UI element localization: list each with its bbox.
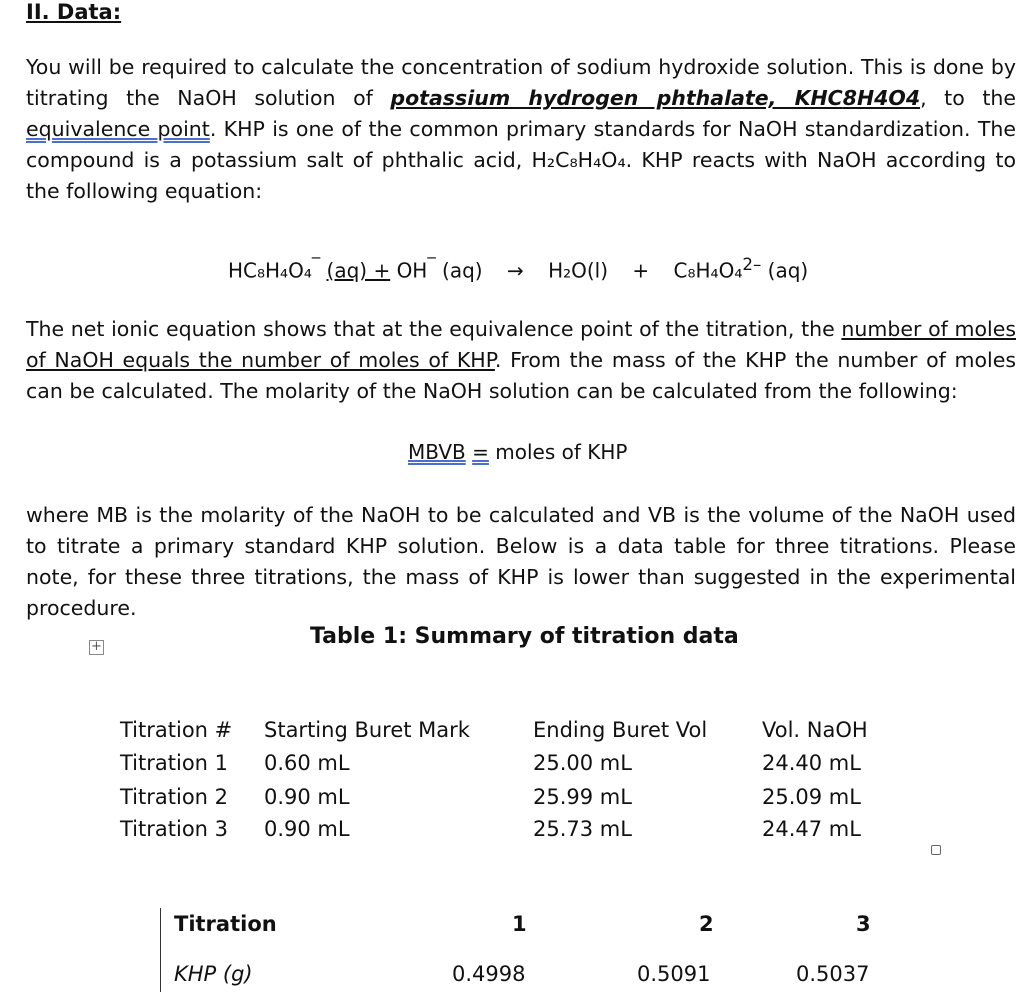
table2-cell: 0.5037 <box>796 962 870 986</box>
table2-left-border <box>160 908 161 992</box>
table1-header-start: Starting Buret Mark <box>264 718 470 742</box>
molarity-formula: MBVB = moles of KHP <box>408 440 628 464</box>
table1-header-vol: Vol. NaOH <box>762 718 868 742</box>
table2-header-label: Titration <box>174 912 277 936</box>
resize-handle-icon[interactable] <box>931 845 941 855</box>
move-handle-icon[interactable]: + <box>89 640 104 655</box>
table-row: Titration 1 <box>120 751 229 775</box>
table-cell: 25.99 mL <box>533 785 632 809</box>
table2-cell: 0.4998 <box>452 962 526 986</box>
table2-col-3: 3 <box>856 912 871 936</box>
table-cell: 0.90 mL <box>264 817 350 841</box>
table2-col-2: 2 <box>699 912 714 936</box>
table-cell: 25.73 mL <box>533 817 632 841</box>
table1-header-end: Ending Buret Vol <box>533 718 708 742</box>
table2-col-1: 1 <box>512 912 527 936</box>
table2-cell: 0.5091 <box>637 962 711 986</box>
table-cell: 25.09 mL <box>762 785 861 809</box>
table-cell: 0.90 mL <box>264 785 350 809</box>
formula-lhs: MBVB <box>408 440 466 464</box>
section-title: II. Data: <box>26 0 122 24</box>
khp-name: potassium hydrogen phthalate, KHC8H4O4 <box>390 86 921 110</box>
equivalence-point-link: equivalence point <box>26 117 210 141</box>
intro-paragraph: You will be required to calculate the concentration of sodium hydroxide solution. This is done by titrating the NaOH solution of potassium hydrogen phthalate, KHC8H4O4, to the equivalence point. KHP is one of the common primary standards for NaOH standardization. The compound is a potassium salt of phthalic acid, H₂C₈H₄O₄. KHP reacts with NaOH according to the following equation: <box>26 55 1016 203</box>
table-row: Titration 2 <box>120 785 229 809</box>
moles-equal-underline: number of moles of NaOH equals the number of moles of KHP <box>26 317 1016 372</box>
table1-header-titration: Titration # <box>120 718 233 742</box>
net-ionic-paragraph: The net ionic equation shows that at the equivalence point of the titration, the number of moles of NaOH equals the number of moles of KHP. From the mass of the KHP the number of moles can be calculated. The molarity of the NaOH solution can be calculated from the following: <box>26 317 1017 403</box>
definition-paragraph: where MB is the molarity of the NaOH to be calculated and VB is the volume of the NaOH used to titrate a primary standard KHP solution. Below is a data table for three titrations. Please note, for these three titrations, the mass of KHP is lower than suggested in the experimental procedure. <box>26 503 1016 620</box>
section-heading <box>26 0 121 24</box>
table-row: Titration 3 <box>120 817 229 841</box>
table-cell: 24.40 mL <box>762 751 861 775</box>
table2-row-label: KHP (g) <box>174 962 253 986</box>
table-caption: Table 1: Summary of titration data <box>310 624 739 649</box>
table-cell: 24.47 mL <box>762 817 861 841</box>
table-cell: 0.60 mL <box>264 751 350 775</box>
ionic-equation: HC₈H₄O₄‾ (aq) + OH‾ (aq) → H₂O(l) + C₈H₄O₄$^{2-}$ (aq) <box>228 255 809 283</box>
table-cell: 25.00 mL <box>533 751 632 775</box>
